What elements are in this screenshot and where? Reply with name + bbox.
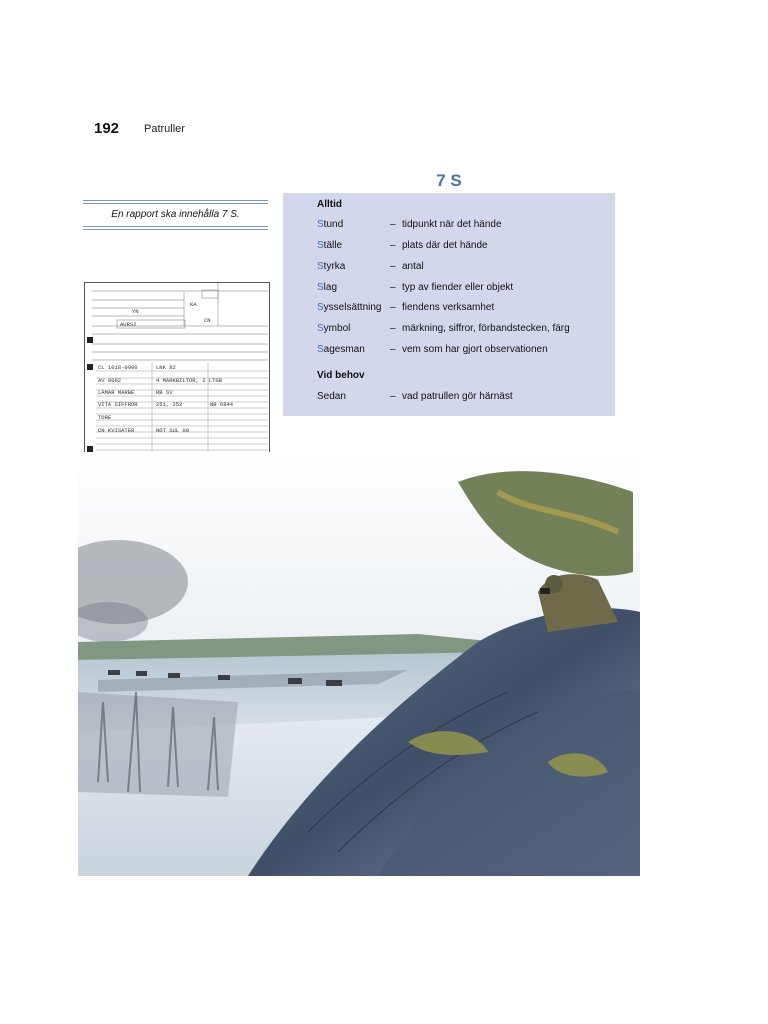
box-title: 7 S <box>436 171 462 190</box>
callout-note <box>83 200 268 230</box>
handwriting: LNK 82 <box>156 364 176 371</box>
handwriting: LÄMAR MARBE <box>98 389 135 396</box>
list-item: Stund – tidpunkt när det hände <box>317 219 502 230</box>
section-title: Patruller <box>144 123 185 135</box>
handwriting: TORE <box>98 414 112 421</box>
handwriting: 4 MARKBILTOR, 2 LTGB <box>156 377 223 384</box>
handwriting: AV 8092 <box>98 377 122 384</box>
page-number: 192 <box>94 120 120 137</box>
handwriting: RB SV <box>156 389 173 396</box>
group-heading-if-needed: Vid behov <box>317 370 365 381</box>
callout-text: En rapport ska innehålla 7 S. <box>111 209 240 220</box>
handwriting: CN KVISATER <box>98 427 135 434</box>
handwriting: VITA SIFFROR <box>98 401 138 408</box>
handwriting: KA <box>190 301 197 308</box>
handwriting: 251, 252 <box>156 401 183 408</box>
list-item: Sedan – vad patrullen gör härnäst <box>317 391 513 402</box>
list-item: Sysselsättning – fiendens verksamhet <box>317 302 495 313</box>
seven-s-box <box>283 193 615 416</box>
list-item: Ställe – plats där det hände <box>317 240 488 251</box>
list-item: Styrka – antal <box>317 261 424 272</box>
handwriting: YN <box>132 308 139 315</box>
handwriting: NR 6844 <box>210 401 234 408</box>
handwriting: NOT SUL 00 <box>156 427 190 434</box>
handwriting: CL 1018-0900 <box>98 364 138 371</box>
illustration-observation-post <box>78 452 640 876</box>
handwriting: AURS2 <box>120 321 137 328</box>
list-item: Symbol – märkning, siffror, förbandstecken, färg <box>317 323 570 334</box>
handwriting: CN <box>204 317 211 324</box>
group-heading-always: Alltid <box>317 199 342 210</box>
list-item: Sagesman – vem som har gjort observationen <box>317 344 548 355</box>
list-item: Slag – typ av fiender eller objekt <box>317 282 514 293</box>
